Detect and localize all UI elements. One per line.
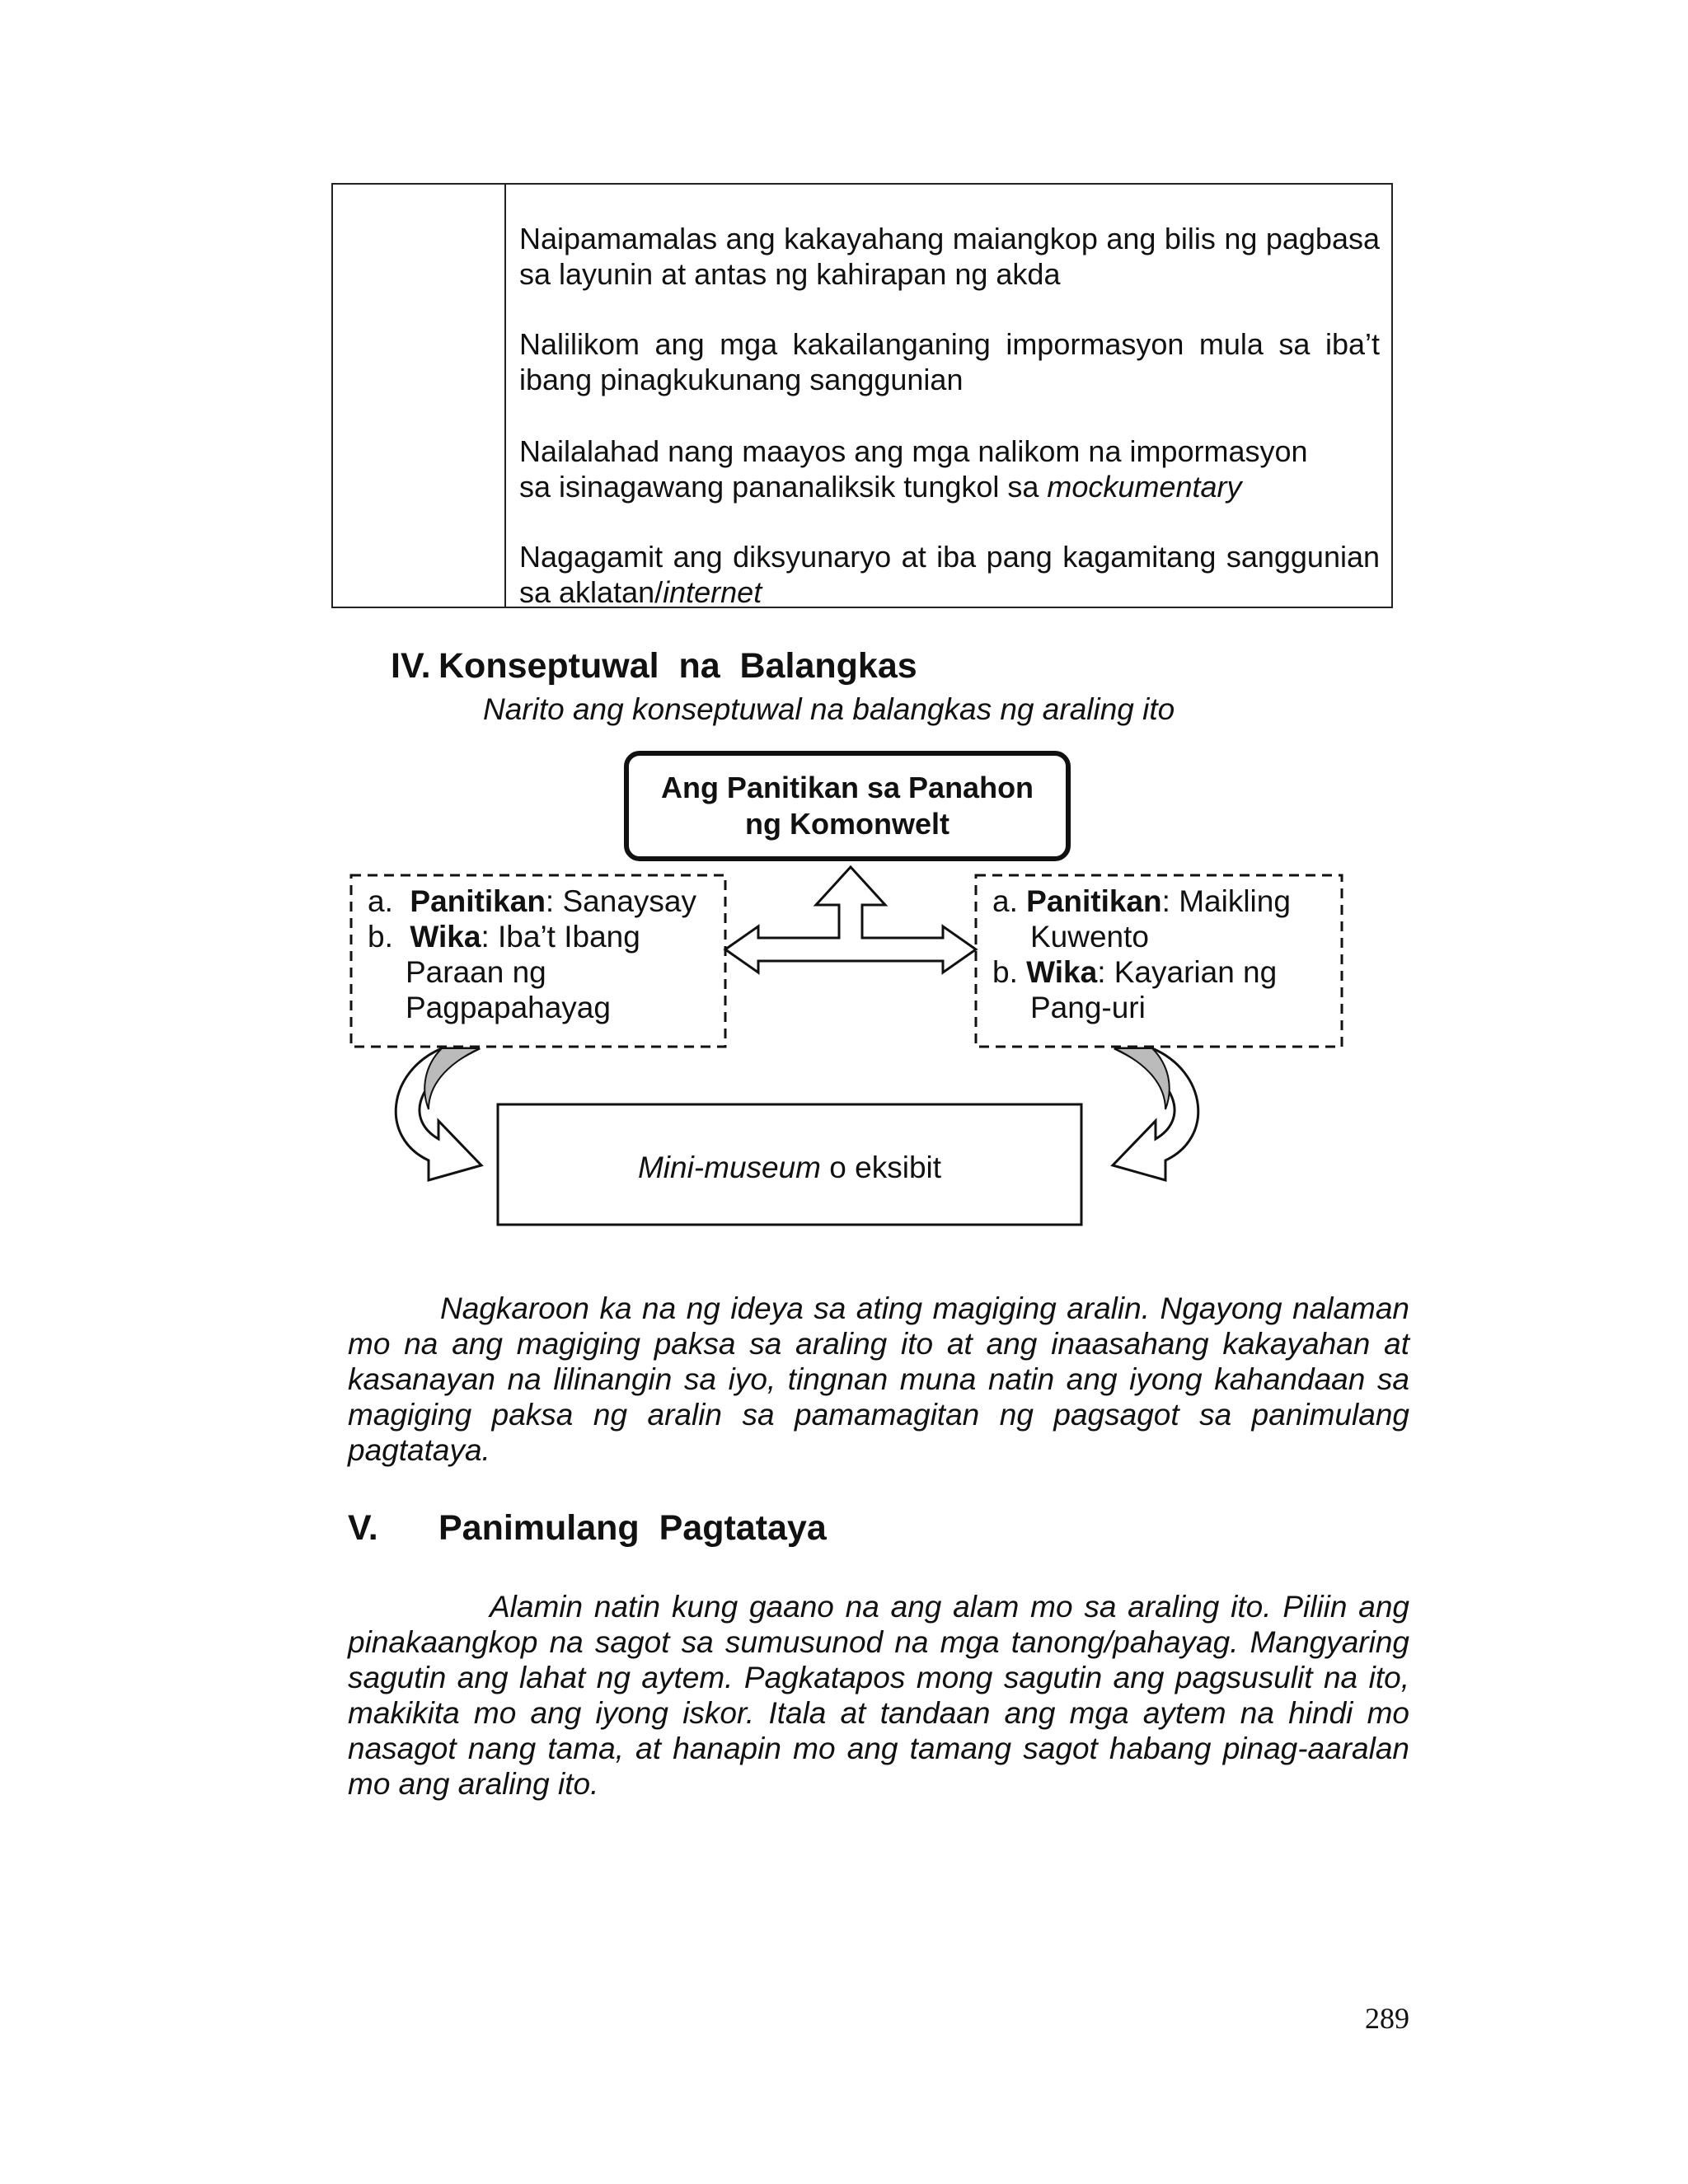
right-box-label [992,883,1339,1025]
list-item-a [992,883,1339,919]
text-run: : Maikling [1161,884,1291,918]
bold-term: Wika [1026,955,1098,989]
top-box-line: Ang Panitikan sa Panahon [660,771,1034,804]
list-continuation: Pang-uri [1030,991,1146,1024]
text-run-italic: mockumentary [1047,470,1242,504]
top-box-label [626,770,1068,842]
list-marker: b. [368,920,393,954]
list-continuation: Paraan ng [406,955,546,989]
competency-text: Nalilikom ang mga kakailanganing impormasyon mula sa iba’t ibang pinagkukunang sanggunian [519,327,1380,396]
text-run: : Sanaysay [545,884,696,918]
list-item-b [368,919,730,954]
list-continuation: Kuwento [1030,920,1149,954]
list-item-a [368,883,730,919]
left-box-label [368,883,730,1025]
intro-paragraph [348,1291,1409,1468]
competency-text: Nagagamit ang diksyunaryo at iba pang kagamitang sanggunian sa aklatan/ [519,540,1380,609]
bold-term: Wika [410,920,481,954]
list-continuation: Pagpapahayag [406,991,611,1024]
top-box-line: ng Komonwelt [745,807,950,841]
section5-paragraph [348,1589,1409,1802]
text-run: : Kayarian ng [1097,955,1278,989]
text-run-italic: internet [663,575,762,609]
bottom-box-label [498,1151,1081,1185]
section-title: Panimulang Pagtataya [438,1508,827,1548]
bold-term: Panitikan [1026,884,1162,918]
page-number: 289 [1365,2002,1409,2035]
competency-text: Naipamamalas ang kakayahang maiangkop ang bilis ng pagbasa sa layunin at antas ng kahirapan ng akda [519,222,1380,291]
list-marker: a. [368,884,393,918]
text-run: : Iba’t Ibang [481,920,640,954]
bold-term: Panitikan [410,884,546,918]
three-way-arrow [725,867,976,972]
section-subtitle: Narito ang konseptuwal na balangkas ng araling ito [483,692,1175,726]
text-run: sa isinagawang pananaliksik tungkol sa [519,470,1048,504]
paragraph-text: Nagkaroon ka na ng ideya sa ating magiging aralin. Ngayong nalaman mo na ang magiging paksa sa araling ito at ang inaasahang kakayahan at kasanayan na lilinangin sa iyo, tingnan muna natin ang iyong kahandaan sa magiging paksa ng aralin sa pamamagitan ng pagsagot sa panimulang pagtataya. [348,1291,1409,1467]
list-marker: b. [992,955,1018,989]
section-number: IV. [391,646,431,686]
list-item-b [992,954,1339,990]
paragraph-text: Alamin natin kung gaano na ang alam mo sa araling ito. Piliin ang pinakaangkop na sagot sa sumusunod na mga tanong/pahayag. Mangyaring sagutin ang lahat ng aytem. Pagkatapos mong sagutin ang pagsusulit na ito, makikita mo ang iyong iskor. Itala at tandaan ang mga aytem na hindi mo nasagot nang tama, at hanapin mo ang tamang sagot habang pinag-aaralan mo ang araling ito. [348,1590,1409,1801]
list-marker: a. [992,884,1018,918]
section-number: V. [348,1508,378,1548]
section-title: Konseptuwal na Balangkas [438,646,917,686]
text-run-italic: Mini-museum [637,1151,822,1184]
competency-text-line: Nailalahad nang maayos ang mga nalikom na impormasyon [519,434,1308,468]
text-run: o eksibit [821,1151,942,1184]
